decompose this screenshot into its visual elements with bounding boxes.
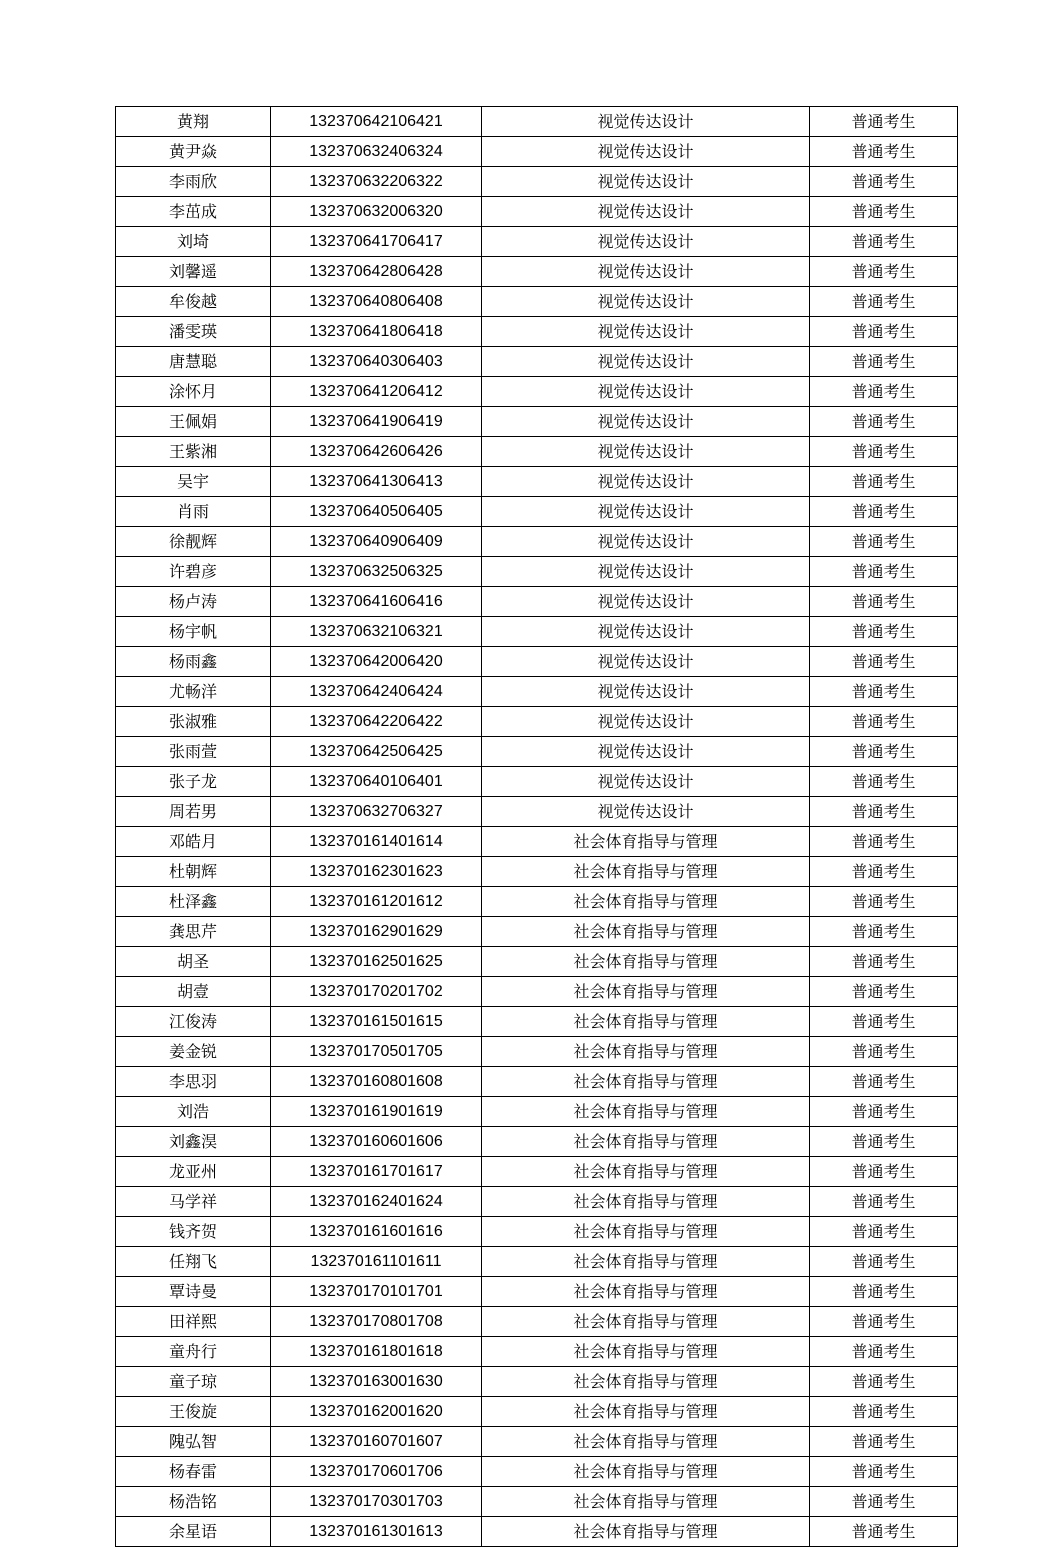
candidate-type-cell: 普通考生 xyxy=(810,467,958,497)
table-row xyxy=(116,1217,958,1247)
table-row xyxy=(116,557,958,587)
candidate-type-cell: 普通考生 xyxy=(810,647,958,677)
candidate-type-cell: 普通考生 xyxy=(810,1127,958,1157)
table-row xyxy=(116,887,958,917)
table-row xyxy=(116,977,958,1007)
major-cell: 社会体育指导与管理 xyxy=(482,827,810,857)
candidate-type-cell: 普通考生 xyxy=(810,407,958,437)
student-name-cell: 刘馨遥 xyxy=(116,257,271,287)
candidate-type-cell: 普通考生 xyxy=(810,617,958,647)
exam-number-cell: 132370161801618 xyxy=(271,1337,482,1367)
candidate-type-cell: 普通考生 xyxy=(810,1067,958,1097)
candidate-type-cell: 普通考生 xyxy=(810,1367,958,1397)
major-cell: 社会体育指导与管理 xyxy=(482,1157,810,1187)
student-name-cell: 许碧彦 xyxy=(116,557,271,587)
exam-number-cell: 132370170801708 xyxy=(271,1307,482,1337)
student-name-cell: 唐慧聪 xyxy=(116,347,271,377)
exam-number-cell: 132370163001630 xyxy=(271,1367,482,1397)
major-cell: 视觉传达设计 xyxy=(482,287,810,317)
student-name-cell: 田祥熙 xyxy=(116,1307,271,1337)
exam-number-cell: 132370161401614 xyxy=(271,827,482,857)
student-name-cell: 任翔飞 xyxy=(116,1247,271,1277)
student-name-cell: 杜朝辉 xyxy=(116,857,271,887)
table-row xyxy=(116,647,958,677)
exam-number-cell: 132370170101701 xyxy=(271,1277,482,1307)
major-cell: 视觉传达设计 xyxy=(482,257,810,287)
major-cell: 社会体育指导与管理 xyxy=(482,1037,810,1067)
major-cell: 社会体育指导与管理 xyxy=(482,1217,810,1247)
table-row xyxy=(116,527,958,557)
major-cell: 社会体育指导与管理 xyxy=(482,1487,810,1517)
major-cell: 社会体育指导与管理 xyxy=(482,1097,810,1127)
exam-number-cell: 132370642406424 xyxy=(271,677,482,707)
major-cell: 视觉传达设计 xyxy=(482,317,810,347)
candidate-type-cell: 普通考生 xyxy=(810,707,958,737)
student-name-cell: 杨雨鑫 xyxy=(116,647,271,677)
exam-number-cell: 132370632406324 xyxy=(271,137,482,167)
candidate-type-cell: 普通考生 xyxy=(810,767,958,797)
table-row xyxy=(116,677,958,707)
student-name-cell: 周若男 xyxy=(116,797,271,827)
candidate-type-cell: 普通考生 xyxy=(810,107,958,137)
table-row xyxy=(116,167,958,197)
exam-number-cell: 132370640306403 xyxy=(271,347,482,377)
student-name-cell: 张雨萱 xyxy=(116,737,271,767)
student-name-cell: 姜金锐 xyxy=(116,1037,271,1067)
table-row xyxy=(116,1247,958,1277)
exam-number-cell: 132370160601606 xyxy=(271,1127,482,1157)
student-name-cell: 余星语 xyxy=(116,1517,271,1547)
major-cell: 社会体育指导与管理 xyxy=(482,1517,810,1547)
exam-number-cell: 132370641706417 xyxy=(271,227,482,257)
major-cell: 视觉传达设计 xyxy=(482,587,810,617)
table-row xyxy=(116,377,958,407)
student-name-cell: 李茁成 xyxy=(116,197,271,227)
table-row xyxy=(116,197,958,227)
candidate-type-cell: 普通考生 xyxy=(810,137,958,167)
candidate-type-cell: 普通考生 xyxy=(810,257,958,287)
table-row xyxy=(116,707,958,737)
major-cell: 视觉传达设计 xyxy=(482,437,810,467)
major-cell: 视觉传达设计 xyxy=(482,737,810,767)
candidate-type-cell: 普通考生 xyxy=(810,347,958,377)
major-cell: 视觉传达设计 xyxy=(482,527,810,557)
candidate-type-cell: 普通考生 xyxy=(810,317,958,347)
student-name-cell: 龚思芹 xyxy=(116,917,271,947)
candidate-type-cell: 普通考生 xyxy=(810,1307,958,1337)
student-name-cell: 杜泽鑫 xyxy=(116,887,271,917)
candidate-type-cell: 普通考生 xyxy=(810,1397,958,1427)
student-name-cell: 张子龙 xyxy=(116,767,271,797)
exam-number-cell: 132370641906419 xyxy=(271,407,482,437)
student-name-cell: 江俊涛 xyxy=(116,1007,271,1037)
major-cell: 社会体育指导与管理 xyxy=(482,857,810,887)
major-cell: 社会体育指导与管理 xyxy=(482,1307,810,1337)
student-name-cell: 吴宇 xyxy=(116,467,271,497)
table-row xyxy=(116,1097,958,1127)
major-cell: 社会体育指导与管理 xyxy=(482,1067,810,1097)
student-name-cell: 杨浩铭 xyxy=(116,1487,271,1517)
student-name-cell: 杨卢涛 xyxy=(116,587,271,617)
student-name-cell: 肖雨 xyxy=(116,497,271,527)
student-name-cell: 刘埼 xyxy=(116,227,271,257)
major-cell: 社会体育指导与管理 xyxy=(482,1367,810,1397)
exam-number-cell: 132370642806428 xyxy=(271,257,482,287)
exam-number-cell: 132370162401624 xyxy=(271,1187,482,1217)
table-row xyxy=(116,587,958,617)
exam-number-cell: 132370160801608 xyxy=(271,1067,482,1097)
major-cell: 视觉传达设计 xyxy=(482,767,810,797)
major-cell: 社会体育指导与管理 xyxy=(482,917,810,947)
table-row xyxy=(116,797,958,827)
major-cell: 视觉传达设计 xyxy=(482,617,810,647)
major-cell: 社会体育指导与管理 xyxy=(482,1247,810,1277)
exam-number-cell: 132370632106321 xyxy=(271,617,482,647)
student-name-cell: 王俊旋 xyxy=(116,1397,271,1427)
student-name-cell: 王紫湘 xyxy=(116,437,271,467)
candidate-type-cell: 普通考生 xyxy=(810,527,958,557)
exam-number-cell: 132370161701617 xyxy=(271,1157,482,1187)
major-cell: 视觉传达设计 xyxy=(482,707,810,737)
table-row xyxy=(116,137,958,167)
major-cell: 视觉传达设计 xyxy=(482,797,810,827)
exam-number-cell: 132370640106401 xyxy=(271,767,482,797)
exam-number-cell: 132370162901629 xyxy=(271,917,482,947)
student-name-cell: 李雨欣 xyxy=(116,167,271,197)
exam-number-cell: 132370161601616 xyxy=(271,1217,482,1247)
student-name-cell: 刘浩 xyxy=(116,1097,271,1127)
exam-number-cell: 132370170601706 xyxy=(271,1457,482,1487)
table-row xyxy=(116,917,958,947)
student-name-cell: 童舟行 xyxy=(116,1337,271,1367)
exam-number-cell: 132370642106421 xyxy=(271,107,482,137)
exam-number-cell: 132370642006420 xyxy=(271,647,482,677)
exam-number-cell: 132370161301613 xyxy=(271,1517,482,1547)
table-row xyxy=(116,107,958,137)
candidate-type-cell: 普通考生 xyxy=(810,917,958,947)
table-row xyxy=(116,737,958,767)
candidate-type-cell: 普通考生 xyxy=(810,797,958,827)
candidate-type-cell: 普通考生 xyxy=(810,677,958,707)
exam-number-cell: 132370640906409 xyxy=(271,527,482,557)
candidate-type-cell: 普通考生 xyxy=(810,497,958,527)
candidate-type-cell: 普通考生 xyxy=(810,1517,958,1547)
exam-number-cell: 132370640506405 xyxy=(271,497,482,527)
candidate-type-cell: 普通考生 xyxy=(810,287,958,317)
major-cell: 社会体育指导与管理 xyxy=(482,1427,810,1457)
major-cell: 视觉传达设计 xyxy=(482,107,810,137)
student-name-cell: 刘鑫淏 xyxy=(116,1127,271,1157)
table-row xyxy=(116,1427,958,1457)
candidate-type-cell: 普通考生 xyxy=(810,1217,958,1247)
exam-number-cell: 132370161101611 xyxy=(271,1247,482,1277)
exam-number-cell: 132370641206412 xyxy=(271,377,482,407)
major-cell: 社会体育指导与管理 xyxy=(482,1127,810,1157)
candidate-type-cell: 普通考生 xyxy=(810,887,958,917)
candidate-type-cell: 普通考生 xyxy=(810,737,958,767)
student-name-cell: 涂怀月 xyxy=(116,377,271,407)
candidate-type-cell: 普通考生 xyxy=(810,227,958,257)
student-name-cell: 潘雯瑛 xyxy=(116,317,271,347)
candidate-type-cell: 普通考生 xyxy=(810,857,958,887)
exam-number-cell: 132370170301703 xyxy=(271,1487,482,1517)
candidate-type-cell: 普通考生 xyxy=(810,977,958,1007)
table-row xyxy=(116,1007,958,1037)
major-cell: 视觉传达设计 xyxy=(482,197,810,227)
table-row xyxy=(116,857,958,887)
student-name-cell: 杨春雷 xyxy=(116,1457,271,1487)
exam-number-cell: 132370632506325 xyxy=(271,557,482,587)
table-row xyxy=(116,1397,958,1427)
candidate-type-cell: 普通考生 xyxy=(810,827,958,857)
student-name-cell: 牟俊越 xyxy=(116,287,271,317)
exam-number-cell: 132370641806418 xyxy=(271,317,482,347)
major-cell: 视觉传达设计 xyxy=(482,467,810,497)
exam-number-cell: 132370632706327 xyxy=(271,797,482,827)
student-name-cell: 钱齐贺 xyxy=(116,1217,271,1247)
major-cell: 社会体育指导与管理 xyxy=(482,1337,810,1367)
major-cell: 视觉传达设计 xyxy=(482,677,810,707)
exam-number-cell: 132370632006320 xyxy=(271,197,482,227)
table-row xyxy=(116,407,958,437)
exam-number-cell: 132370642506425 xyxy=(271,737,482,767)
student-name-cell: 覃诗曼 xyxy=(116,1277,271,1307)
candidate-type-cell: 普通考生 xyxy=(810,1037,958,1067)
major-cell: 社会体育指导与管理 xyxy=(482,1187,810,1217)
major-cell: 视觉传达设计 xyxy=(482,377,810,407)
table-row xyxy=(116,1367,958,1397)
table-row xyxy=(116,1487,958,1517)
table-row xyxy=(116,1187,958,1217)
major-cell: 视觉传达设计 xyxy=(482,167,810,197)
student-name-cell: 邓皓月 xyxy=(116,827,271,857)
exam-number-cell: 132370641306413 xyxy=(271,467,482,497)
admission-list-table xyxy=(115,106,958,1547)
major-cell: 视觉传达设计 xyxy=(482,557,810,587)
candidate-type-cell: 普通考生 xyxy=(810,1457,958,1487)
exam-number-cell: 132370640806408 xyxy=(271,287,482,317)
major-cell: 社会体育指导与管理 xyxy=(482,1457,810,1487)
table-row xyxy=(116,767,958,797)
table-row xyxy=(116,1307,958,1337)
candidate-type-cell: 普通考生 xyxy=(810,437,958,467)
student-name-cell: 王佩娟 xyxy=(116,407,271,437)
candidate-type-cell: 普通考生 xyxy=(810,1427,958,1457)
student-name-cell: 徐靓辉 xyxy=(116,527,271,557)
major-cell: 社会体育指导与管理 xyxy=(482,947,810,977)
exam-number-cell: 132370641606416 xyxy=(271,587,482,617)
exam-number-cell: 132370642606426 xyxy=(271,437,482,467)
exam-number-cell: 132370170501705 xyxy=(271,1037,482,1067)
table-row xyxy=(116,347,958,377)
student-name-cell: 黄尹焱 xyxy=(116,137,271,167)
exam-number-cell: 132370162301623 xyxy=(271,857,482,887)
major-cell: 视觉传达设计 xyxy=(482,647,810,677)
exam-number-cell: 132370642206422 xyxy=(271,707,482,737)
candidate-type-cell: 普通考生 xyxy=(810,1187,958,1217)
candidate-type-cell: 普通考生 xyxy=(810,1247,958,1277)
student-name-cell: 隗弘智 xyxy=(116,1427,271,1457)
major-cell: 视觉传达设计 xyxy=(482,347,810,377)
candidate-type-cell: 普通考生 xyxy=(810,377,958,407)
student-name-cell: 龙亚州 xyxy=(116,1157,271,1187)
table-row xyxy=(116,1037,958,1067)
table-row xyxy=(116,617,958,647)
table-row xyxy=(116,497,958,527)
exam-number-cell: 132370161501615 xyxy=(271,1007,482,1037)
exam-number-cell: 132370162501625 xyxy=(271,947,482,977)
table-row xyxy=(116,1067,958,1097)
table-row xyxy=(116,1277,958,1307)
table-row xyxy=(116,317,958,347)
candidate-type-cell: 普通考生 xyxy=(810,947,958,977)
student-name-cell: 张淑雅 xyxy=(116,707,271,737)
exam-number-cell: 132370161201612 xyxy=(271,887,482,917)
exam-number-cell: 132370162001620 xyxy=(271,1397,482,1427)
major-cell: 视觉传达设计 xyxy=(482,137,810,167)
candidate-type-cell: 普通考生 xyxy=(810,557,958,587)
table-row xyxy=(116,227,958,257)
major-cell: 社会体育指导与管理 xyxy=(482,977,810,1007)
table-row xyxy=(116,1517,958,1547)
table-row xyxy=(116,1127,958,1157)
student-name-cell: 尤畅洋 xyxy=(116,677,271,707)
candidate-type-cell: 普通考生 xyxy=(810,1157,958,1187)
table-row xyxy=(116,287,958,317)
exam-number-cell: 132370161901619 xyxy=(271,1097,482,1127)
candidate-type-cell: 普通考生 xyxy=(810,1097,958,1127)
table-row xyxy=(116,257,958,287)
candidate-type-cell: 普通考生 xyxy=(810,1487,958,1517)
student-name-cell: 胡壹 xyxy=(116,977,271,1007)
candidate-type-cell: 普通考生 xyxy=(810,1007,958,1037)
candidate-type-cell: 普通考生 xyxy=(810,1337,958,1367)
table-row xyxy=(116,1157,958,1187)
candidate-type-cell: 普通考生 xyxy=(810,197,958,227)
major-cell: 视觉传达设计 xyxy=(482,407,810,437)
table-row xyxy=(116,1337,958,1367)
major-cell: 视觉传达设计 xyxy=(482,497,810,527)
student-name-cell: 胡圣 xyxy=(116,947,271,977)
student-name-cell: 黄翔 xyxy=(116,107,271,137)
candidate-type-cell: 普通考生 xyxy=(810,587,958,617)
admission-list-body xyxy=(116,107,958,1547)
exam-number-cell: 132370160701607 xyxy=(271,1427,482,1457)
student-name-cell: 马学祥 xyxy=(116,1187,271,1217)
table-row xyxy=(116,1457,958,1487)
table-row xyxy=(116,947,958,977)
major-cell: 视觉传达设计 xyxy=(482,227,810,257)
major-cell: 社会体育指导与管理 xyxy=(482,1007,810,1037)
table-row xyxy=(116,437,958,467)
student-name-cell: 李思羽 xyxy=(116,1067,271,1097)
candidate-type-cell: 普通考生 xyxy=(810,1277,958,1307)
major-cell: 社会体育指导与管理 xyxy=(482,887,810,917)
table-row xyxy=(116,467,958,497)
exam-number-cell: 132370632206322 xyxy=(271,167,482,197)
table-row xyxy=(116,827,958,857)
student-name-cell: 杨宇帆 xyxy=(116,617,271,647)
major-cell: 社会体育指导与管理 xyxy=(482,1277,810,1307)
candidate-type-cell: 普通考生 xyxy=(810,167,958,197)
exam-number-cell: 132370170201702 xyxy=(271,977,482,1007)
major-cell: 社会体育指导与管理 xyxy=(482,1397,810,1427)
student-name-cell: 童子琼 xyxy=(116,1367,271,1397)
